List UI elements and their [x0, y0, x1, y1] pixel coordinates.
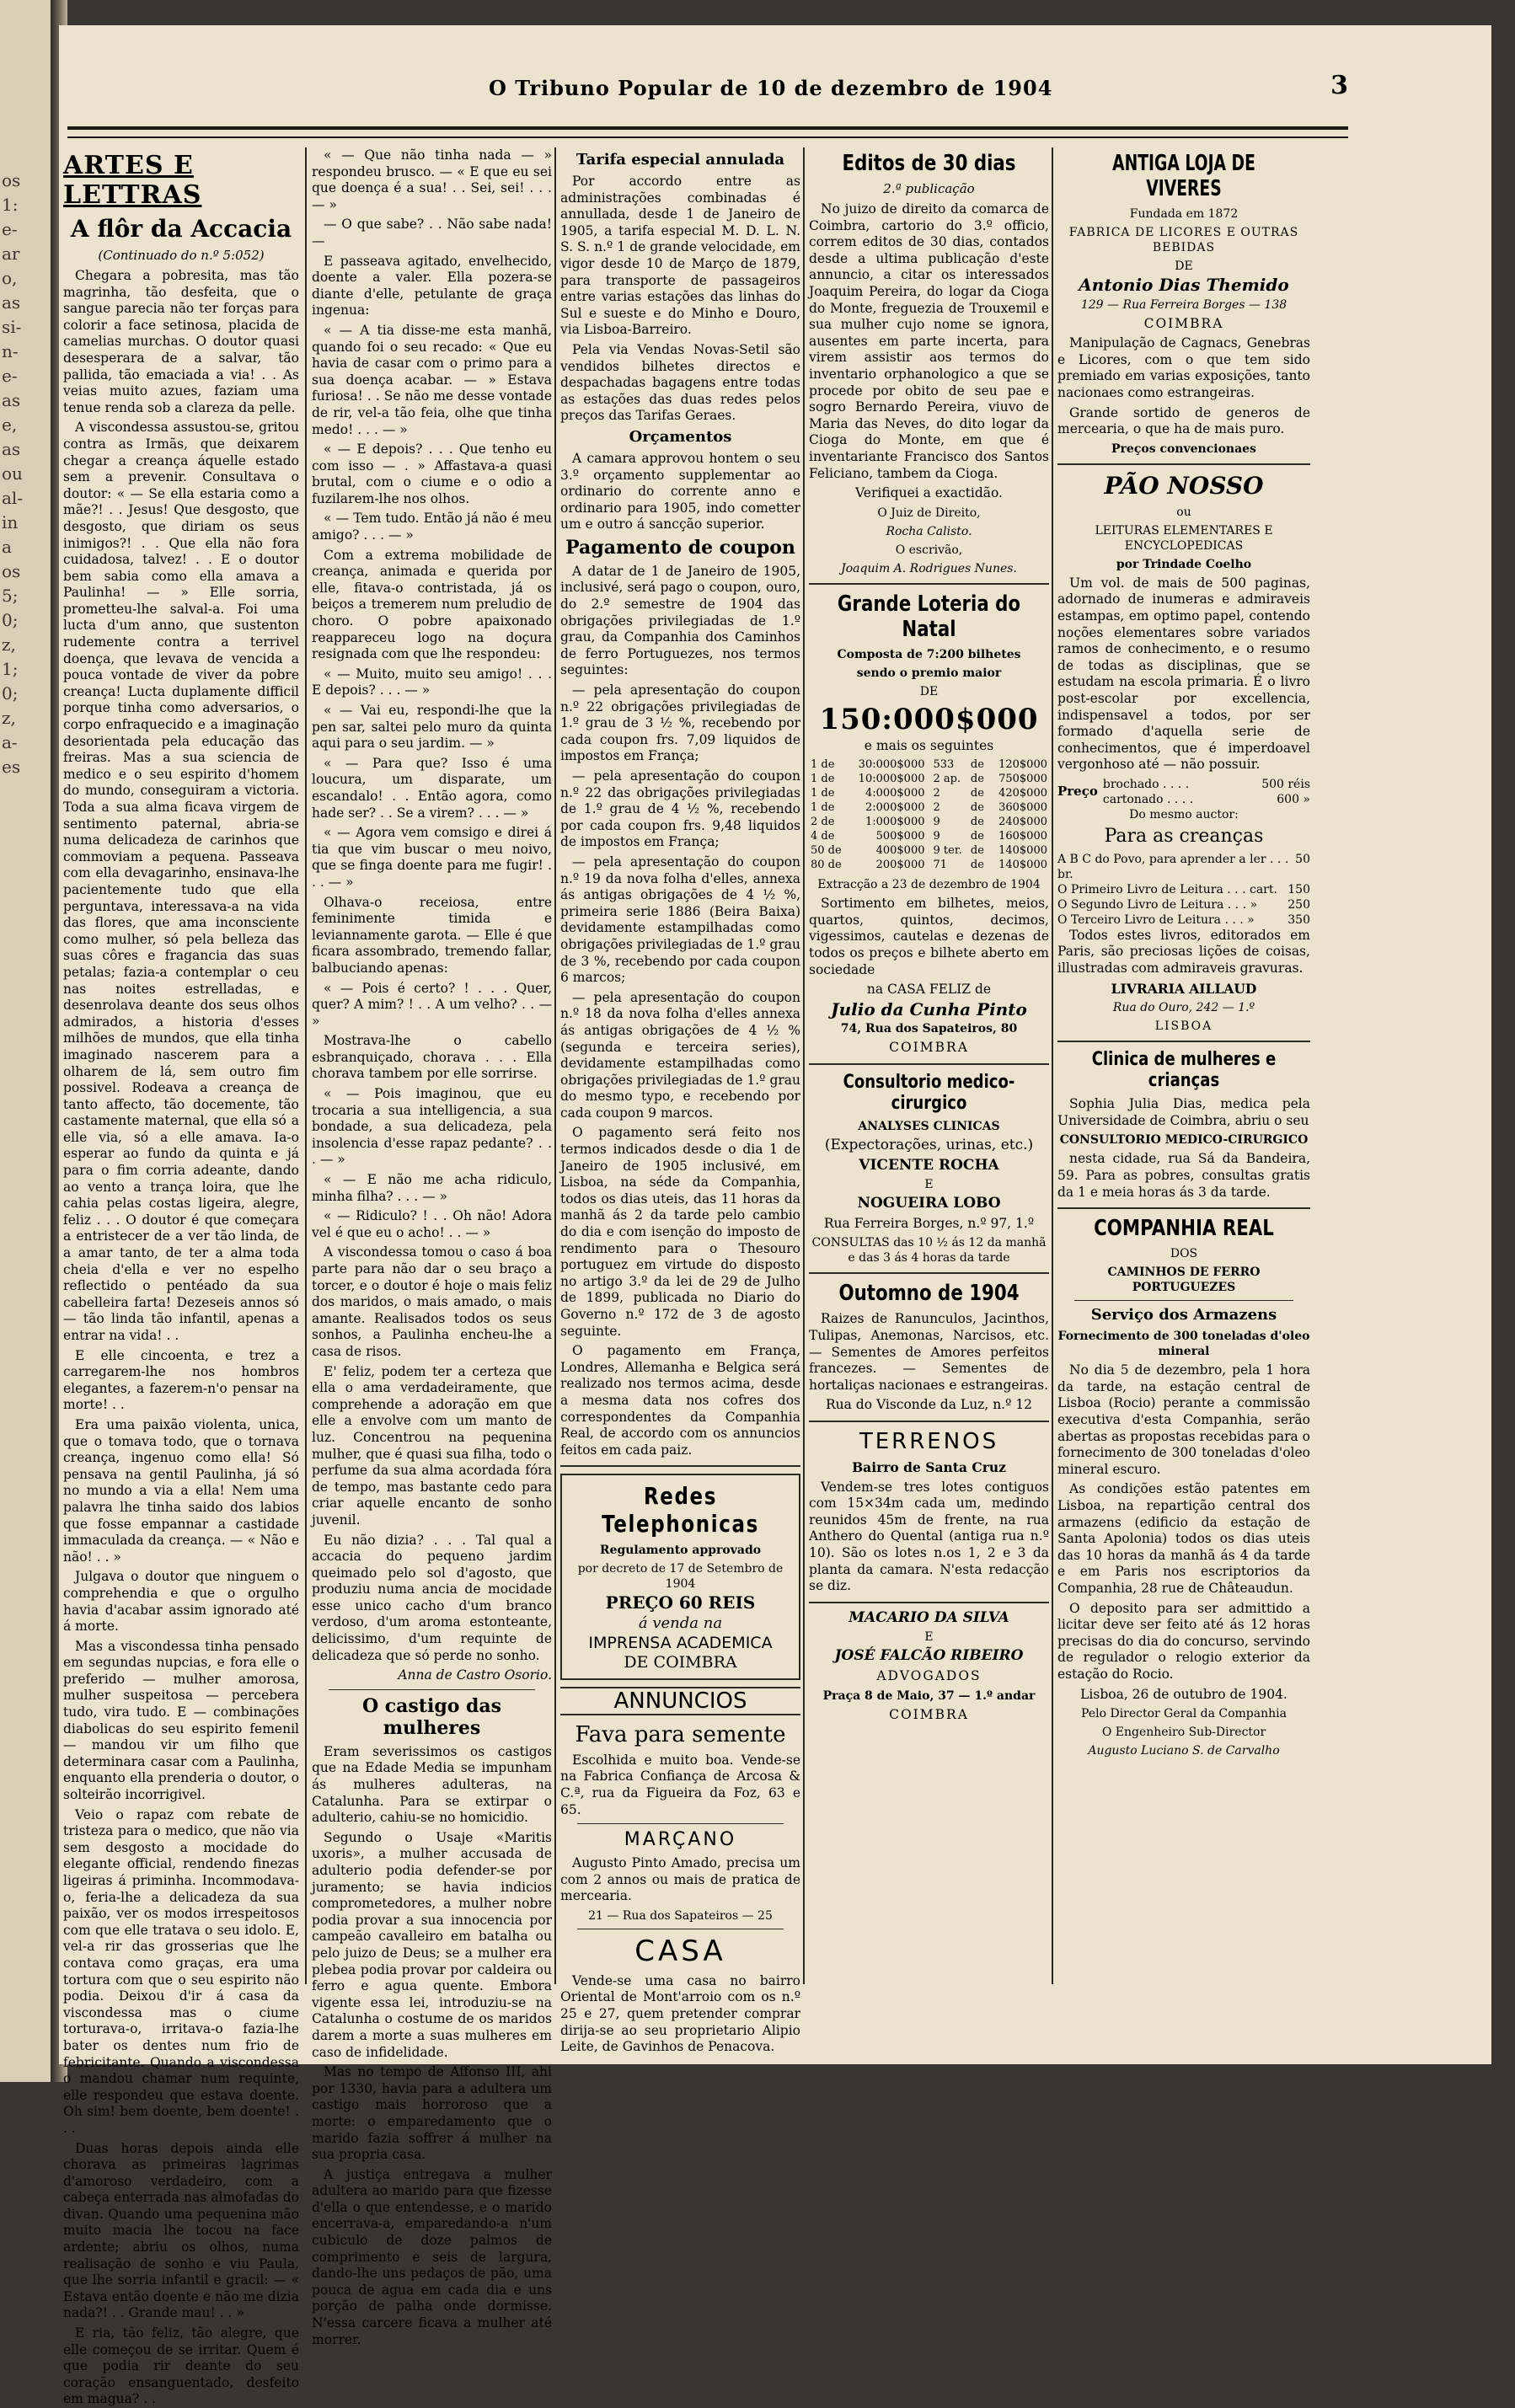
ad-line: Bairro de Santa Cruz [852, 1458, 1006, 1475]
fragment: 0; [2, 610, 19, 630]
column-divider [305, 147, 307, 1984]
prize-cell: de [970, 830, 984, 843]
prize-cell: 4 de [811, 830, 835, 843]
ad-text: Vendem-se tres lotes contiguos com 15×34m cada um, medindo reunidos 45m de frente, na rua Anthero do Quental (antiga rua n.º 10). São os lotes n.os 1, 2 e 3 da planta da camara. N'esta redacção se diz. [809, 1479, 1049, 1594]
prize-row [809, 815, 927, 829]
prize-cell: 2:000$000 [865, 801, 925, 815]
ad-line: sendo o premio maior [856, 666, 1002, 680]
prize-row [932, 786, 1050, 800]
ad-line: Fornecimento de 300 toneladas d'oleo mineral [1057, 1330, 1310, 1359]
ad-title: ANTIGA LOJA DE VIVERES [1112, 151, 1255, 201]
ad-title: Grande Loteria do Natal [837, 591, 1021, 642]
continuation-note: (Continuado do n.º 5:052) [98, 248, 265, 263]
paragraph: A viscondessa tomou o caso á boa parte para não dar o seu braço a torcer, e o doutor é hoje o mais feliz dos maridos, o mais amado, o mais amante. Realisados todos os seus sonhos, a Paulinha encheu-lhe a casa de risos. [312, 1244, 552, 1359]
column-divider [1052, 147, 1053, 1984]
prize-cell: 2 de [811, 816, 835, 829]
price-type: brochado . . . . [1102, 777, 1190, 791]
paragraph: « — Pois imaginou, que eu trocaria a sua intelligencia, a sua bondade, a sua delicadeza, pela insolencia d'esse rapaz pedante? . . . — » [312, 1086, 552, 1168]
column-4 [809, 147, 1049, 2018]
ad-line: Pelo Director Geral da Companhia [1081, 1707, 1287, 1721]
paragraph: « — Que não tinha nada — » respondeu brusco. — « E que eu sei que doença é a sua! . . Sei, sei! . . . — » [312, 147, 552, 212]
article-text: Pela via Vendas Novas-Setil são vendidos bilhetes directos e despachadas bagagens entre todas as estações das duas redes pelos preços das Tarifas Geraes. [560, 341, 800, 424]
page-number: 3 [1330, 71, 1348, 100]
ad-text: Todos estes livros, editorados em Paris, são preciosas lições de coisas, illustradas com admiraveis gravuras. [1057, 927, 1310, 977]
prize-cell: de [970, 859, 984, 872]
ad-line: e mais os seguintes [864, 737, 994, 753]
prize-row [932, 858, 1050, 872]
ad-title: Serviço dos Armazens [1090, 1306, 1277, 1324]
ad-text: Sortimento em bilhetes, meios, quartos, quintos, decimos, vigessimos, cautelas e dezenas de todos os preços e bilhete aberto em sociedade [809, 896, 1049, 977]
ad-line: COIMBRA [889, 1706, 969, 1722]
ad-line: 129 — Rua Ferreira Borges — 138 [1080, 297, 1287, 312]
ad-text: No juizo de direito da comarca de Coimbra, cartorio do 3.º officio, correm editos de 30 dias, contados desde a ultima publicação d'este annuncio, a citar os interessados Joaquim Pereira, do logar da Cioga do Monte, freguezia de Trouxemil e sua mulher cujo nome se ignora, ausentes em parte incerta, para virem assistir aos termos do inventario orphanologico a que se procede por obito de seu pae e sogro Bernardo Pereira, viuvo de Maria das Neves, do dito logar da Cioga do Monte, em que é inventariante Francisco dos Santos Feliciano, tambem da Cioga. [809, 201, 1049, 481]
paragraph: Mas a viscondessa tinha pensado em segundas nupcias, e fora elle o preferido — mulher amorosa, mulher suspeitosa — percebera tudo, vira tudo. E — combinações diabolicas do seu espirito femenil — mandou vir um filho que determinara casar com a Paulinha, enquanto ella prenderia o doutor, o solteirão incorrigivel. [63, 1638, 299, 1803]
paragraph: E passeava agitado, envelhecido, doente a valer. Ella pozera-se diante d'elle, petulante de graça ingenua: [312, 253, 552, 318]
prize-cell: 360$000 [998, 801, 1047, 815]
divider [809, 583, 1049, 585]
divider [809, 1421, 1049, 1422]
prize-table-right [932, 757, 1050, 872]
prize-cell: 1 de [811, 801, 835, 815]
ad-text: Vende-se uma casa no bairro Oriental de Mont'arroio com os n.º 25 e 27, quem pretender comprar dirija-se ao seu proprietario Alipio Leite, de Gavinhos de Penacova. [560, 1972, 800, 2055]
ad-line: E [924, 1178, 934, 1192]
fragment: as [2, 390, 21, 410]
article-title: Tarifa especial annulada [575, 151, 785, 169]
prize-row [809, 829, 927, 843]
ad-line: PREÇO 60 REIS [605, 1592, 756, 1613]
ad-line: IMPRENSA ACADEMICA [588, 1633, 773, 1652]
ad-line: CONSULTAS das 10 ½ ás 12 da manhã e das 3 ás 4 horas da tarde [811, 1236, 1047, 1266]
book-price: 50 [1295, 852, 1310, 866]
prize-cell: 2 [933, 787, 940, 800]
column-5 [1057, 147, 1310, 2018]
paragraph: — pela apresentação do coupon n.º 22 das obrigações privilegiadas de 1.º grau de 4 ½ %, recebendo por cada coupon frs. 9,48 liquidos de impostos em França; [560, 768, 800, 850]
ad-title: TERRENOS [859, 1428, 999, 1454]
header-rule [67, 126, 1348, 138]
paragraph: E' feliz, podem ter a certeza que ella o ama verdadeiramente, que comprehende a adoração em que elle a envolve com um manto de luz. Concentrou na pequenina mulher, que é quasi sua filha, todo o perfume da sua alma acordada fóra de tempo, mas bastante cedo para criar aquelle encanto de sonho juvenil. [312, 1363, 552, 1528]
ad-line: LIVRARIA AILLAUD [1111, 980, 1257, 997]
ad-line: Rua Ferreira Borges, n.º 97, 1.º [823, 1215, 1035, 1231]
divider [1057, 1207, 1310, 1209]
book-title: O Segundo Livro de Leitura . . . » [1057, 897, 1258, 912]
paragraph: Eu não dizia? . . . Tal qual a accacia do pequeno jardim queimado pelo sol d'agosto, que produziu numa ancia de mocidade esse unico cacho d'um branco verdoso, d'um aroma estonteante, delicissimo, d'um requinte de delicadeza que só perde no sonho. [312, 1532, 552, 1663]
fragment: 1: [2, 195, 19, 215]
divider [809, 1272, 1049, 1274]
price-row [1103, 777, 1310, 792]
fragment: z, [2, 634, 16, 655]
prize-cell: 200$000 [875, 859, 925, 872]
ad-line: DE [919, 684, 939, 698]
paragraph: Era uma paixão violenta, unica, que o tomava todo, que o tornava creança, ingenuo como ella! Só pensava na gentil Paulinha, já só no mundo a via a ella! Nem uma palavra lhe tinha saido dos labios que fosse empannar a castidade immaculada da creança. — « Não e não! . . » [63, 1416, 299, 1565]
book-item [1057, 882, 1310, 897]
prize-cell: 1 de [811, 758, 835, 772]
article-title: Pagamento de coupon [565, 536, 795, 559]
prize-cell: 4:000$000 [865, 787, 925, 800]
prize-cell: de [970, 816, 984, 829]
paragraph: Chegara a pobresita, mas tão magrinha, tão desfeita, que o sangue parecia não ter forças para colorir a face setinosa, placida de camelias murchas. O doutor quasi desesperara de a salvar, tão pallida, tão emaciada a via! . . As veias muito azues, faziam uma tenue renda sob a clareza da pelle. [63, 268, 299, 415]
fragment: ar [2, 243, 20, 264]
ad-line: por Trindade Coelho [1116, 557, 1252, 571]
ad-line: CAMINHOS DE FERRO PORTUGUEZES [1107, 1266, 1261, 1295]
ad-title: Para as creanças [1104, 825, 1264, 847]
paragraph: « — Ridiculo? ! . . Oh não! Adora vel é que eu o acho! . . — » [312, 1208, 552, 1240]
prize-cell: 500$000 [875, 830, 925, 843]
previous-page-fragments [2, 169, 52, 779]
prize-cell: de [970, 844, 984, 858]
ad-text: O deposito para ser admittido a licitar deve ser feito até ás 12 horas precisas do dia do concurso, servindo de regulador o relogio exterior da estação do Rocio. [1057, 1600, 1310, 1682]
prize-cell: 2 [933, 801, 940, 815]
paragraph: « — Para que? Isso é uma loucura, um disparate, um escandalo! . . Então agora, como hade ser? . . Se a virem? . . . — » [312, 755, 552, 821]
annuncios-heading: ANNUNCIOS [560, 1687, 800, 1715]
story-body [63, 268, 299, 2408]
prize-cell: 80 de [811, 859, 842, 872]
divider [560, 1465, 800, 1467]
fragment: a- [2, 732, 18, 752]
prize-cell: 50 de [811, 844, 842, 858]
ad-line: DE [1175, 260, 1193, 273]
fragment: 0; [2, 683, 19, 704]
ad-subtitle: 2.ª publicação [883, 181, 975, 196]
paragraph: « — Pois é certo? ! . . . Quer, quer? A mim? ! . . A um velho? . . — » [312, 980, 552, 1029]
prize-cell: 400$000 [875, 844, 925, 858]
prize-cell: de [970, 801, 984, 815]
ad-line: na CASA FELIZ de [866, 982, 992, 998]
ad-title: Redes Telephonicas [602, 1482, 759, 1538]
prize-cell: 533 [933, 758, 955, 772]
prize-row [809, 858, 927, 872]
fragment: es [2, 757, 21, 777]
fragment: a [2, 537, 12, 557]
prize-cell: 160$000 [998, 830, 1047, 843]
paragraph: Com a extrema mobilidade de creança, animada e querida por elle, fitava-o contristada, já os beiços a tremerem num preludio de choro. O pobre apaixonado reappareceu logo na doçura resignada com que lhe respondeu: [312, 547, 552, 662]
ad-line: Preços convencionaes [1111, 441, 1256, 456]
article-body [560, 564, 800, 1458]
prize-cell: 9 [933, 830, 940, 843]
prize-cell: 120$000 [998, 758, 1047, 772]
ad-line: ADVOGADOS [876, 1667, 982, 1683]
ad-line: Julio da Cunha Pinto [831, 998, 1027, 1019]
divider [809, 1602, 1049, 1603]
paragraph: « — A tia disse-me esta manhã, quando foi o seu recado: « Que eu havia de casar com o primo para a sua doença acabar. — » Estava furiosa! . . Se não me desse vontade de rir, vel-a tão feia, olhe que tinha medo! . . . — » [312, 322, 552, 437]
paragraph: — O que sabe? . . Não sabe nada! — [312, 217, 552, 249]
paragraph: « — E não me acha ridiculo, minha filha? . . . — » [312, 1172, 552, 1204]
prize-row [932, 829, 1050, 843]
paragraph: A datar de 1 de Janeiro de 1905, inclusivé, será pago o coupon, ouro, do 2.º semestre de 1904 das obrigações privilegiadas de 1.º grau, da Companhia dos Caminhos de ferro Portuguezes, nos termos seguintes: [560, 563, 800, 678]
ad-line: DOS [1170, 1247, 1198, 1261]
ad-line: CONSULTORIO MEDICO-CIRURGICO [1059, 1133, 1309, 1148]
paragraph: « — E depois? . . . Que tenho eu com isso — . » Affastava-a quasi brutal, com o ciume e o odio a fuzilarem-lhe nos olhos. [312, 441, 552, 506]
ad-line: O Engenheiro Sub-Director [1101, 1726, 1266, 1740]
paragraph: — pela apresentação do coupon n.º 18 da nova folha d'elles annexa ás antigas obrigações de 4 ½ % (segunda e terceira series), devidamente estampilhadas como obrigações privilegiadas de 1.º grau do mesmo typo, e recebendo por cada coupon 9 marcos. [560, 989, 800, 1121]
fragment: al- [2, 488, 24, 508]
ad-line: Rocha Calisto. [886, 524, 972, 538]
book-list [1057, 852, 1310, 928]
prize-cell: 140$000 [998, 844, 1047, 858]
ad-text: Escolhida e muito boa. Vende-se na Fabrica Confiança de Arcosa & C.ª, rua da Figueira da Foz, 63 e 65. [560, 1752, 800, 1817]
prize-cell: 2 ap. [933, 773, 961, 786]
fragment: ou [2, 463, 23, 484]
ad-line: VICENTE ROCHA [859, 1156, 999, 1174]
fragment: z, [2, 708, 16, 728]
ad-title: COMPANHIA REAL [1094, 1216, 1274, 1242]
section-heading: ARTES E LETTRAS [63, 151, 202, 210]
book-item [1057, 912, 1310, 928]
fragment: o, [2, 268, 18, 288]
ad-text: Sophia Julia Dias, medica pela Universidade de Coimbra, abriu o seu [1057, 1096, 1310, 1128]
fragment: os [2, 561, 21, 581]
ad-title: Consultorio medico-cirurgico [843, 1072, 1015, 1115]
ad-line: Antonio Dias Themido [1079, 275, 1289, 295]
paragraph: — pela apresentação do coupon n.º 19 da nova folha d'elles, annexa ás antigas obrigações de 4 ½ %, primeira serie 1886 (Beira Baixa) devidamente estampilhadas como obrigações privilegiadas de 1.º grau de 3 %, recebendo por cada coupon 6 marcos; [560, 854, 800, 986]
fragment: si- [2, 317, 22, 337]
fragment: n- [2, 341, 19, 361]
article-title: O castigo das mulheres [361, 1694, 502, 1739]
article-body [312, 1744, 552, 2348]
running-title: O Tribuno Popular de 10 de dezembro de 1904 [489, 76, 1053, 100]
paragraph: Veio o rapaz com rebate de tristeza para o medico, que não via sem desgosto a mocidade do elegante official, rendendo finezas ligeiras á priminha. Incommodava-o, feria-lhe a delicadeza da sua paixão, ver os modos irrespeitosos com que elle tratava o seu idolo. E, vel-a rir das grosserias que lhe contava como graças, era uma tortura com que o seu espirito não podia. Deixou d'ir á casa da viscondessa mas o ciume torturava-o, irritava-o fazia-lhe bater os dentes num frio de febricitante. Quando a viscondessa o mandou chamar num requinte, elle respondeu que estava doente. Oh sim! bem doente, bem doente! . . . [63, 1806, 299, 2136]
paragraph: — pela apresentação do coupon n.º 22 obrigações privilegiadas de 1.º grau de 3 ½ %, recebendo por cada coupon frs. 7,09 liquidos de impostos em França; [560, 682, 800, 764]
book-item [1057, 852, 1310, 882]
ad-title: Fava para semente [575, 1721, 786, 1747]
prize-cell: 9 ter. [933, 844, 962, 858]
prize-row [932, 815, 1050, 829]
paragraph: A justiça entregava a mulher adultera ao marido para que fizesse d'ella o que entendesse, e o marido encerrava-a, emparedando-a n'um cubiculo de doze palmos de comprimento e seis de largura, dando-lhe uns pedaços de pão, uma pouca de agua em cada dia e uns porção de palha onde dormisse. N'essa carcere ficava a mulher até morrer. [312, 2166, 552, 2347]
column-divider [803, 147, 805, 1984]
prize-cell: 750$000 [998, 773, 1047, 786]
story-author: Anna de Castro Osorio. [398, 1667, 552, 1683]
fragment: e- [2, 366, 18, 386]
price-block [1057, 777, 1310, 807]
ad-line: Rua do Ouro, 242 — 1.º [1112, 1001, 1255, 1015]
ad-title: Outomno de 1904 [838, 1281, 1020, 1307]
prize-row [809, 772, 927, 786]
prize-cell: 9 [933, 816, 940, 829]
story-body-continued [312, 147, 552, 1664]
paragraph: « — Agora vem comsigo e direi á tia que vim buscar o meu noivo, que se finga doente para me fugir! . . . — » [312, 825, 552, 890]
fragment: e- [2, 219, 18, 239]
price-row [1103, 792, 1310, 807]
ad-title: Clinica de mulheres e crianças [1091, 1049, 1277, 1092]
ad-redes-telephonicas [560, 1474, 800, 1679]
paragraph: Julgava o doutor que ninguem o comprehendia e que o orgulho havia d'acabar assim ignorado até á morte. [63, 1569, 299, 1635]
ad-line: LEITURAS ELEMENTARES E ENCYCLOPEDICAS [1095, 523, 1273, 553]
divider [1057, 1041, 1310, 1042]
paragraph: Olhava-o receiosa, entre feminimente timida e leviannamente garota. — Elle é que ficara assombrado, tremendo fallar, balbuciando apenas: [312, 894, 552, 976]
prize-cell: de [970, 787, 984, 800]
ad-line: E [924, 1630, 934, 1645]
book-title: O Primeiro Livro de Leitura . . . cart. [1057, 882, 1277, 896]
fragment: in [2, 512, 19, 532]
paragraph: « — Muito, muito seu amigo! . . . E depois? . . . — » [312, 666, 552, 698]
ad-line: JOSÉ FALCÃO RIBEIRO [834, 1647, 1024, 1665]
ad-line: por decreto de 17 de Setembro de 1904 [577, 1562, 784, 1592]
prize-list [809, 757, 1049, 872]
prize-row [932, 843, 1050, 858]
ad-title: CASA [634, 1934, 726, 1968]
prize-row [809, 800, 927, 815]
prize-row [809, 757, 927, 772]
grand-prize: 150:000$000 [819, 702, 1039, 736]
paragraph: E elle cincoenta, e trez a carregarem-lhe nos hombros elegantes, a fazerem-n'o pensar na morte! . . [63, 1347, 299, 1413]
divider [577, 1823, 784, 1824]
prize-cell: de [970, 758, 984, 772]
ad-line: COIMBRA [889, 1040, 969, 1056]
prize-row [932, 772, 1050, 786]
ad-text: No dia 5 de dezembro, pela 1 hora da tarde, na estação central de Lisboa (Rocio) perante a commissão executiva d'esta Companhia, serão abertas as propostas recebidas para o fornecimento de 300 toneladas d'oleo mineral escuro. [1057, 1362, 1310, 1477]
prize-row [932, 757, 1050, 772]
ad-line: LISBOA [1154, 1019, 1213, 1034]
price-value: 500 réis [1261, 777, 1310, 791]
story-title: A flôr da Accacia [70, 215, 292, 243]
ad-title: PÃO NOSSO [1104, 471, 1264, 500]
ad-line: Do mesmo auctor: [1129, 807, 1239, 821]
divider [1057, 463, 1310, 465]
ad-title: MARÇANO [624, 1829, 737, 1851]
ad-title: Editos de 30 dias [842, 151, 1016, 176]
article-text: A camara approvou hontem o seu 3.º orçamento supplementar ao ordinario do corrente anno e ordinario para 1905, indo cometter um e outro á sancção superior. [560, 450, 800, 532]
ad-text: Raizes de Ranunculos, Jacinthos, Tulipas, Anemonas, Narcisos, etc. — Sementes de Amores perfeitos francezes. — Sementes de hortaliças nacionaes e estrangeiras. [809, 1311, 1049, 1393]
column-divider [554, 147, 556, 1984]
paragraph: « — Tem tudo. Então já não é meu amigo? . . . — » [312, 511, 552, 543]
paragraph: A viscondessa assustou-se, gritou contra as Irmãs, que deixarem chegar a creança áquelle estado sem a prevenir. Consultava o doutor: « — Se ella estaria como a mãe?! . . Jesus! Que desgosto, que desgosto, que diriam os seus inimigos?! . . Que ella não fora cuidadosa, talvez! . . E o doutor bem sabia como ella amava a Paulinha! — » Elle sorria, prometteu-lhe salval-a. Foi uma lucta d'um anno, que sustenton rudemente contra a terrivel doença, que levava de vencida a pouca vontade de viver da pobre creança! Lucta duplamente difficil porque tinha como adversarios, o corpo enfraquecido e a imaginação desorientada pela educação das freiras. Mas a sua sciencia de medico e o seu espirito d'homem do mundo, conseguiram a victoria. Toda a sua alma ficava virgem de sentimento paternal, abria-se numa delicadeza de carinhos que commoviam a pequena. Passeava com ella devagarinho, ensinava-lhe pacientemente tudo que ella perguntava, interessava-a na vida das flores, que ama inconsciente como mulher, só pela belleza das suas côres e fragancia das suas petalas; fazia-a contemplar o ceu nas noites estrelladas, e desenrolava deante dos seus olhos admirados, a historia d'esses milhões de mundos, que ella tinha imaginado nascerem para a olharem de lá, sem outro fim possivel. Rodeava a creança de tanto affecto, tão docemente, tão castamente maternal, que ella só a elle via, só a elle amava. Ia-o esperar ao fundo da quinta e já para o fim corria adeante, dando ao vento a trança loira, que lhe cahia pelas costas ligeira, alegre, feliz . . . O doutor é que começara a entristecer de a ver tão linda, de a amar tanto, de ter a alma toda cheia d'ella e ver no espelho reflectido o pentéado da sua cabelleira farta! Dezeseis annos só — tão linda tão infantil, apenas a entrar na vida! . . [63, 420, 299, 1343]
ad-line: Fundada em 1872 [1129, 207, 1239, 221]
column-1 [63, 147, 299, 2407]
ad-text: Augusto Pinto Amado, precisa um com 2 annos ou mais de pratica de mercearia. [560, 1855, 800, 1904]
fragment: as [2, 439, 21, 459]
ad-text: Um vol. de mais de 500 paginas, adornado de inumeras e admiraveis estampas, em optimo papel, contendo noções elementares sobre variados ramos de conhecimento, e o resumo de todas as disciplinas, que se estudam na escola primaria. É o livro post-escolar por excellencia, indispensavel a todos, por ser formado d'aquella serie de conhecimentos, que é imperdoavel vergonhoso até — não possuir. [1057, 575, 1310, 773]
ad-line: Composta de 7:200 bilhetes [837, 647, 1021, 661]
ad-line: 74, Rua dos Sapateiros, 80 [840, 1022, 1018, 1036]
ad-line: Joaquim A. Rodrigues Nunes. [841, 561, 1017, 575]
fragment: e, [2, 415, 18, 435]
paragraph: Mostrava-lhe o cabello esbranquiçado, chorava . . . Ella chorava tambem por elle sorrirse. [312, 1033, 552, 1082]
article-title: Orçamentos [629, 427, 732, 446]
ad-text: As condições estão patentes em Lisboa, na repartição central dos armazens (edificio da estação de Santa Apolonia) todos os dias uteis das 10 horas da manhã ás 4 da tarde e em Paris nos escriptorios da Companhia, 28 rue de Châteaudun. [1057, 1481, 1310, 1596]
column-3 [560, 147, 800, 2055]
book-item [1057, 897, 1310, 912]
page-header [67, 67, 1348, 118]
prize-cell: 71 [933, 859, 948, 872]
book-price: 350 [1287, 912, 1310, 927]
book-title: A B C do Povo, para aprender a ler . . . br. [1057, 852, 1289, 881]
paragraph: Mas no tempo de Affonso III, ahi por 1330, havia para a adultera um castigo mais horroroso que a morte: o emparedamento que o marido fazia soffrer á mulher na sua propria casa. [312, 2064, 552, 2163]
paragraph: O pagamento em França, Londres, Allemanha e Belgica será realizado nos termos acima, desde a mesma data nos cofres dos correspondentes da Companhia Real, de accordo com os annuncios feitos em cada paiz. [560, 1343, 800, 1458]
divider [809, 1063, 1049, 1065]
ad-line: Extracção a 23 de dezembro de 1904 [817, 878, 1041, 892]
paragraph: « — Vai eu, respondi-lhe que la pen sar, saltei pelo muro da quinta aqui para o seu jardim. — » [312, 703, 552, 752]
ad-line: Praça 8 de Maio, 37 — 1.º andar [822, 1688, 1036, 1703]
prize-row [809, 843, 927, 858]
ad-line: Rua do Visconde da Luz, n.º 12 [825, 1397, 1033, 1413]
ad-line: O escrivão, [895, 543, 963, 557]
prize-cell: de [970, 773, 984, 786]
ad-line: COIMBRA [1143, 315, 1224, 331]
price-value: 600 » [1277, 792, 1310, 806]
ad-text: nesta cidade, rua Sá da Bandeira, 59. Para as pobres, consultas gratis da 1 e meia horas ás 3 da tarde. [1057, 1151, 1310, 1200]
prize-cell: 240$000 [998, 816, 1047, 829]
prize-table-left [809, 757, 927, 872]
ad-line: Lisboa, 26 de outubro de 1904. [1080, 1686, 1287, 1702]
prize-cell: 420$000 [998, 787, 1047, 800]
ad-line: (Expectorações, urinas, etc.) [824, 1137, 1034, 1154]
ad-address: 21 — Rua dos Sapateiros — 25 [588, 1908, 773, 1923]
book-title: O Terceiro Livro de Leitura . . . » [1057, 912, 1255, 927]
fragment: 5; [2, 586, 19, 606]
fragment: 1; [2, 659, 19, 679]
prize-row [932, 800, 1050, 815]
ad-line: Verifiquei a exactidão. [855, 485, 1003, 501]
ad-line: FABRICA DE LICORES E OUTRAS BEBIDAS [1068, 226, 1299, 254]
fragment: as [2, 292, 21, 313]
paragraph: Duas horas depois ainda elle chorava as primeiras lagrimas d'amoroso verdadeiro, com a cabeça enterrada nas almofadas do divan. Quando uma pequenina mão muito macia lhe tocou na face ardente; abriu os olhos, numa realisação de sonho e viu Paula, que lhe sorria infantil e gracil: — « Estava então doente e não me dizia nada?! . . Grande mau! . . » [63, 2140, 299, 2321]
prize-cell: 1 de [811, 773, 835, 786]
article-text: Por accordo entre as administrações combinadas é annullada, desde 1 de Janeiro de 1905, a tarifa especial M. D. L. N. S. S. n.º 1 de grande velocidade, em vigor desde 10 de Março de 1879, para transporte de passageiros entre varias estações das linhas do Sul e sueste e do Minho e Douro, via Lisboa-Barreiro. [560, 174, 800, 338]
paragraph: O pagamento será feito nos termos indicados desde o dia 1 de Janeiro de 1905 inclusivé, em Lisboa, na séde da Companhia, todos os dias uteis, das 11 horas da manhã ás 2 da tarde pelo cambio do dia e com isenção do imposto de rendimento para o Thesouro portuguez em virtude do disposto no artigo 3.º da lei de 29 de Julho de 1899, publicada no Diario do Governo n.º 172 de 3 de agosto seguinte. [560, 1125, 800, 1339]
book-price: 150 [1287, 882, 1310, 896]
ad-line: Augusto Luciano S. de Carvalho [1088, 1744, 1280, 1758]
prize-cell: 30:000$000 [858, 758, 925, 772]
prize-cell: 10:000$000 [858, 773, 925, 786]
prize-cell: 140$000 [998, 859, 1047, 872]
ad-text: Grande sortido de generos de mercearia, o que ha de mais puro. [1057, 404, 1310, 437]
price-label: Preço [1057, 784, 1098, 800]
price-type: cartonado . . . . [1102, 792, 1194, 806]
prize-cell: 1 de [811, 787, 835, 800]
fragment: os [2, 170, 21, 190]
ad-line: ANALYSES CLINICAS [858, 1120, 1000, 1134]
paragraph: Segundo o Usaje «Maritis uxoris», a mulher accusada de adulterio podia defender-se por juramento; se havia indicios comprometedores, a mulher nobre podia provar a sua innocencia por campeão cavalleiro em batalha ou pelo juizo de Deus; se a mulher era plebea podia provar por caldeira ou ferro e agua quente. Embora vigente essa lei, introduziu-se na Catalunha o costume de os maridos darem a morte a suas mulheres em caso de infidelidade. [312, 1829, 552, 2060]
book-price: 250 [1287, 897, 1310, 912]
column-2 [312, 147, 552, 2347]
paragraph: E ria, tão feliz, tão alegre, que elle começou de se irritar. Quem é que podia rir deante do seu coração ensanguentado, desfeito em magua? . . [63, 2325, 299, 2407]
ad-text: Manipulação de Cagnacs, Genebras e Licores, com o que tem sido premiado em varias exposições, tanto nacionaes como estrangeiras. [1057, 335, 1310, 400]
ad-line: NOGUEIRA LOBO [857, 1195, 1001, 1212]
divider [329, 1689, 535, 1690]
ad-line: DE COIMBRA [624, 1653, 737, 1672]
ad-line: ou [1176, 505, 1191, 519]
ad-line: Regulamento approvado [599, 1544, 762, 1558]
ad-line: á venda na [638, 1613, 723, 1632]
divider [1074, 1300, 1293, 1301]
prize-cell: 1:000$000 [865, 816, 925, 829]
ad-line: O Juiz de Direito, [877, 506, 981, 520]
paragraph: Eram severissimos os castigos que na Edade Media se impunham ás mulheres adulteras, na Catalunha. Para se extirpar o adulterio, cahiu-se no homicidio. [312, 1743, 552, 1826]
prize-row [809, 786, 927, 800]
ad-line: MACARIO DA SILVA [849, 1608, 1009, 1626]
